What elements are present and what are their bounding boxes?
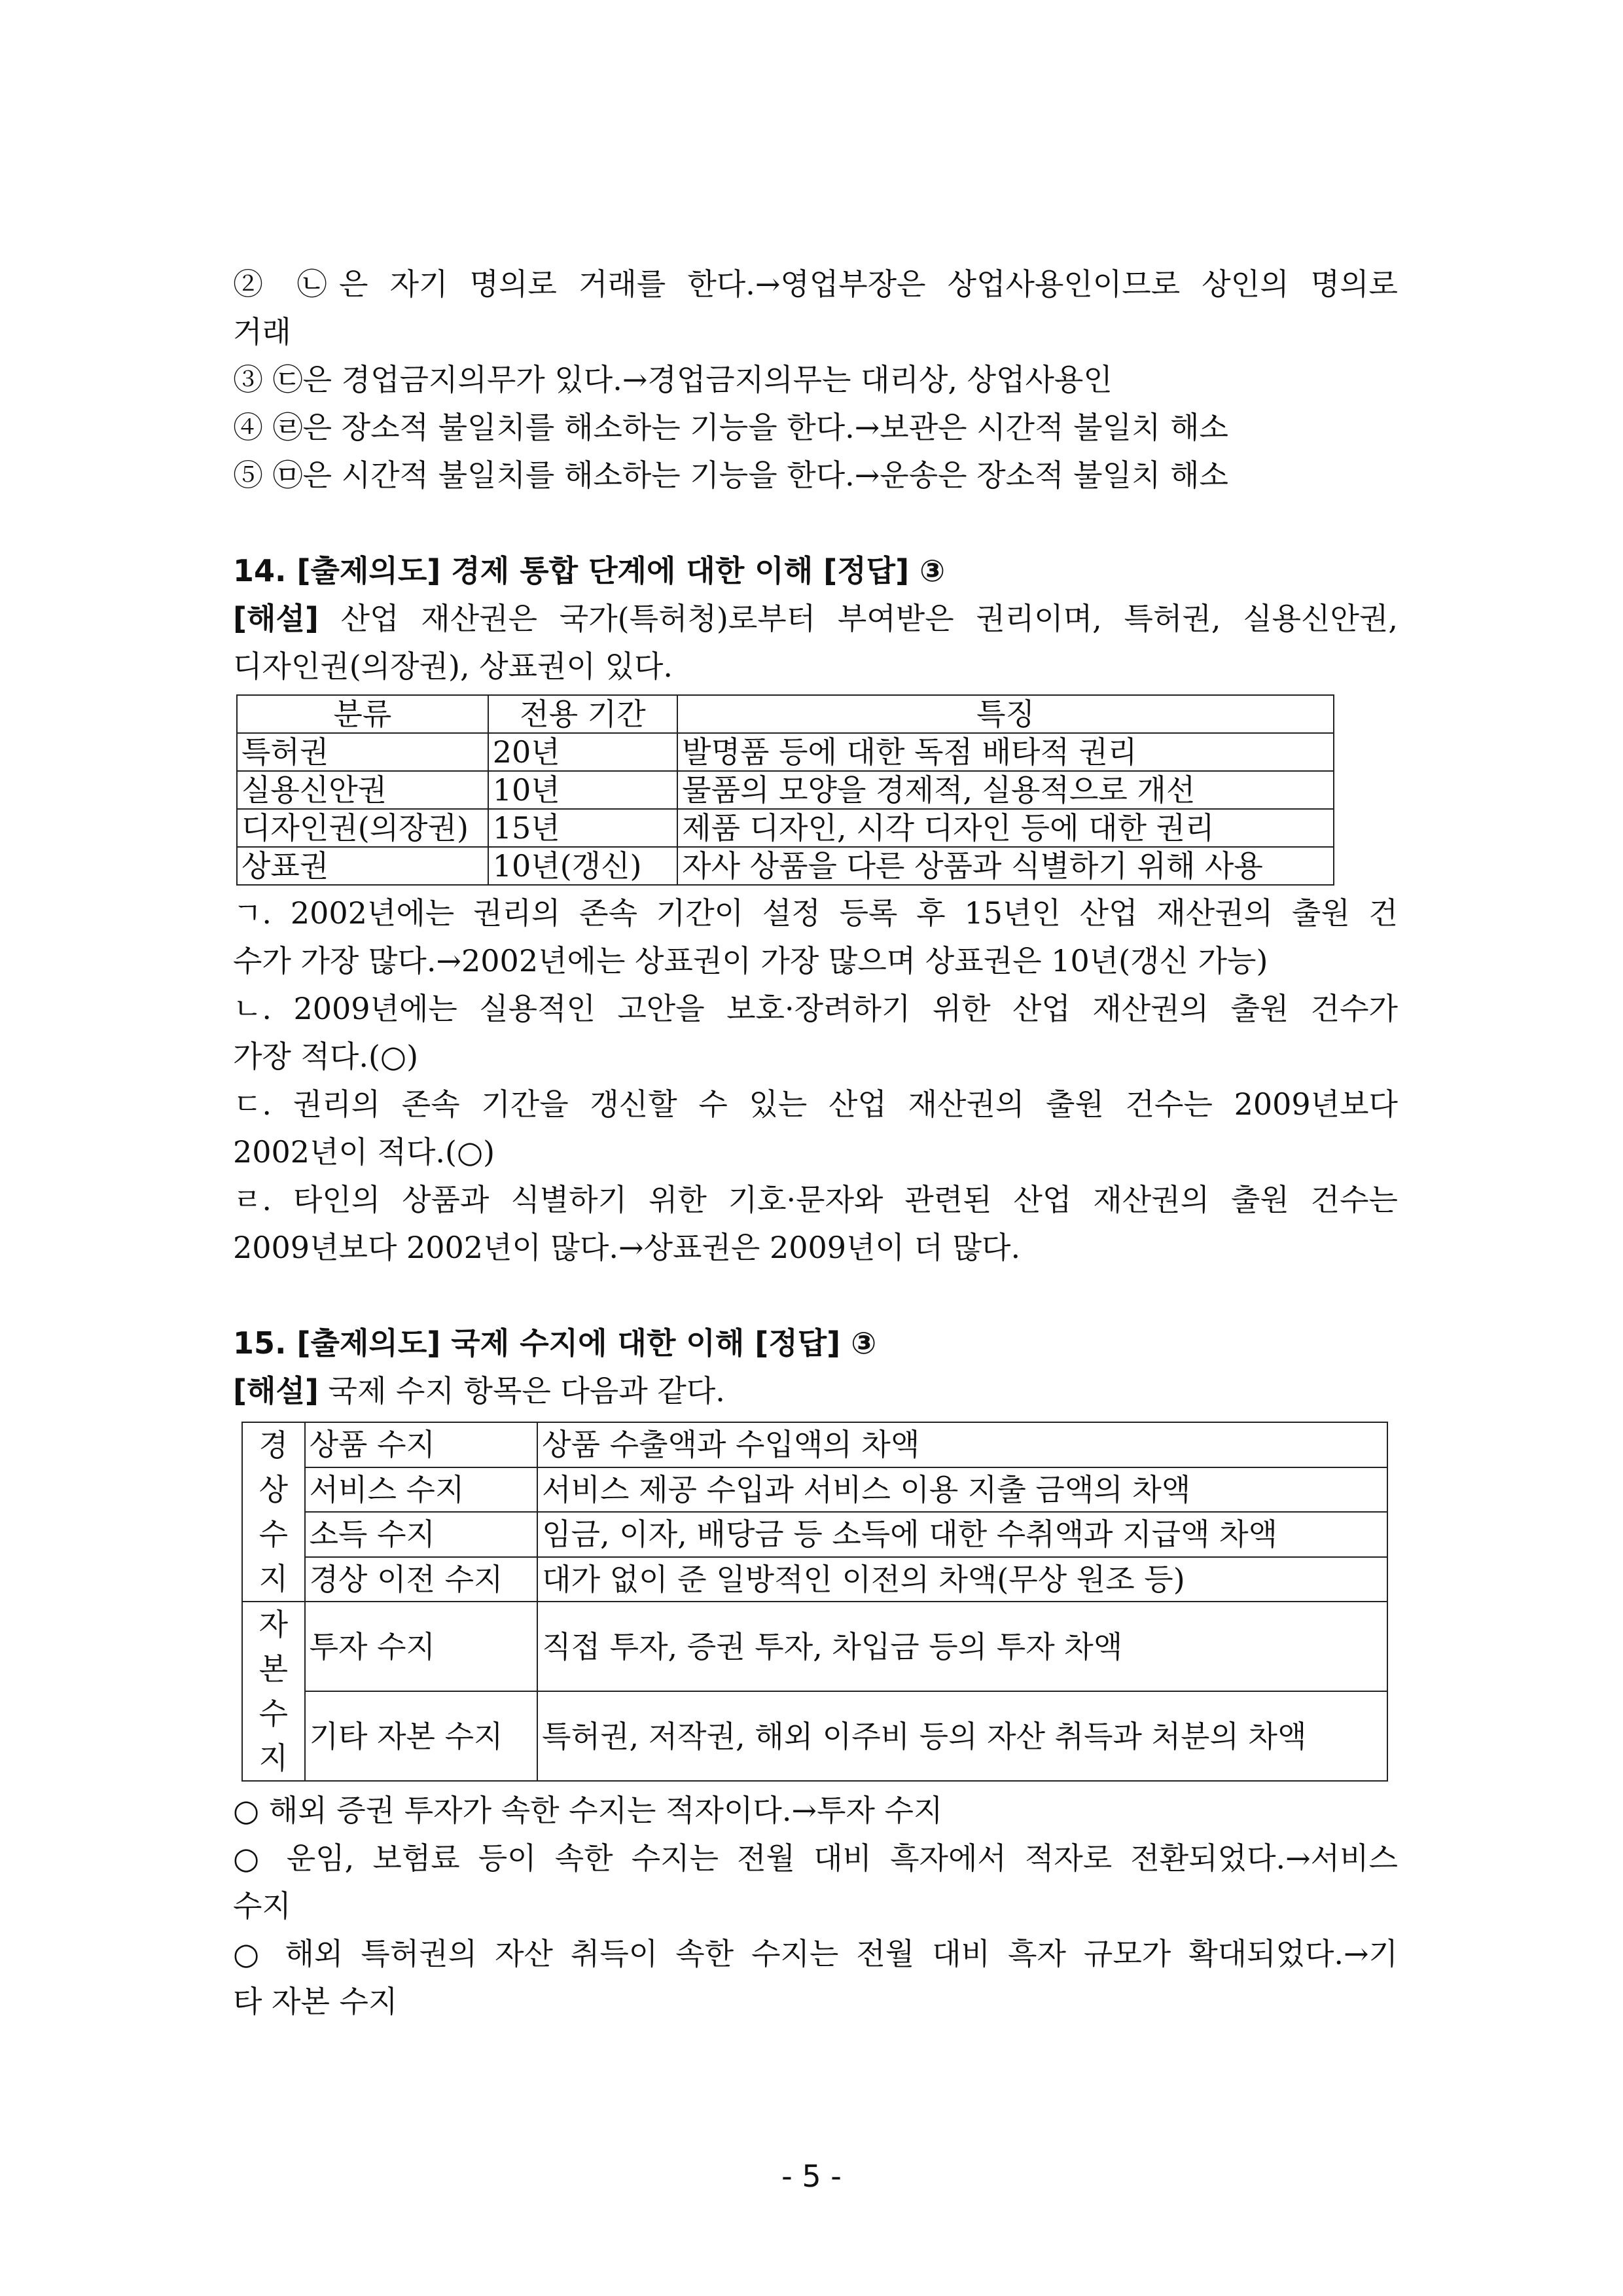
table-cell: 임금, 이자, 배당금 등 소득에 대한 수취액과 지급액 차액 bbox=[537, 1512, 1387, 1557]
explanation-text: 국제 수지 항목은 다음과 같다. bbox=[318, 1373, 725, 1408]
table-row bbox=[242, 1691, 1387, 1781]
table-cell: 디자인권(의장권) bbox=[237, 809, 488, 847]
question-14-line: ㄴ. 2009년에는 실용적인 고안을 보호·장려하기 위한 산업 재산권의 출원 건수가 bbox=[233, 991, 1398, 1026]
table-cell: 기타 자본 수지 bbox=[305, 1691, 538, 1781]
intro-line: ⑤ ㉤은 시간적 불일치를 해소하는 기능을 한다.→운송은 장소적 불일치 해소 bbox=[233, 457, 1228, 493]
table-row bbox=[237, 847, 1334, 885]
table-cell: 소득 수지 bbox=[305, 1512, 538, 1557]
table-cell: 물품의 모양을 경제적, 실용적으로 개선 bbox=[677, 771, 1334, 809]
question-14-line: 수가 가장 많다.→2002년에는 상표권이 가장 많으며 상표권은 10년(갱신 가능) bbox=[233, 943, 1268, 978]
table-cell: 경상 이전 수지 bbox=[305, 1557, 538, 1602]
balance-of-payments-table bbox=[241, 1422, 1388, 1782]
table-cell: 직접 투자, 증권 투자, 차입금 등의 투자 차액 bbox=[537, 1602, 1387, 1691]
table-row bbox=[242, 1467, 1387, 1513]
question-14-line: 가장 적다.(○) bbox=[233, 1039, 419, 1074]
explanation-label: [해설] bbox=[233, 1373, 319, 1408]
question-15-line: ○ 운임, 보험료 등이 속한 수지는 전월 대비 흑자에서 적자로 전환되었다.→서비스 bbox=[233, 1840, 1398, 1876]
table-row bbox=[237, 809, 1334, 847]
table-header-row bbox=[237, 695, 1334, 733]
question-14-line: 2002년이 적다.(○) bbox=[233, 1134, 495, 1170]
question-15-section bbox=[233, 1319, 1398, 2026]
table-cell: 서비스 수지 bbox=[305, 1467, 538, 1513]
question-15-line: 타 자본 수지 bbox=[233, 1984, 398, 2019]
question-14-line: 2009년보다 2002년이 많다.→상표권은 2009년이 더 많다. bbox=[233, 1230, 1021, 1265]
question-14-line: ㄷ. 권리의 존속 기간을 갱신할 수 있는 산업 재산권의 출원 건수는 2009년보다 bbox=[233, 1086, 1398, 1122]
table-cell: 자사 상품을 다른 상품과 식별하기 위해 사용 bbox=[677, 847, 1334, 885]
table-cell: 투자 수지 bbox=[305, 1602, 538, 1691]
intro-section bbox=[233, 260, 1398, 499]
table-cell: 실용신안권 bbox=[237, 771, 488, 809]
table-header-cell: 전용 기간 bbox=[488, 695, 677, 733]
question-14-explanation-cont: 디자인권(의장권), 상표권이 있다. bbox=[233, 649, 673, 684]
table-cell: 제품 디자인, 시각 디자인 등에 대한 권리 bbox=[677, 809, 1334, 847]
question-15-explanation bbox=[233, 1367, 1398, 1415]
table-cell: 대가 없이 준 일방적인 이전의 차액(무상 원조 등) bbox=[537, 1557, 1387, 1602]
question-15-heading: 15. [출제의도] 국제 수지에 대한 이해 [정답] ③ bbox=[233, 1325, 877, 1361]
question-15-line: 수지 bbox=[233, 1888, 291, 1924]
table-cell: 15년 bbox=[488, 809, 677, 847]
table-cell: 10년(갱신) bbox=[488, 847, 677, 885]
question-14-line: ㄹ. 타인의 상품과 식별하기 위한 기호·문자와 관련된 산업 재산권의 출원 건수는 bbox=[233, 1182, 1398, 1217]
question-14-section bbox=[233, 547, 1398, 1272]
document-page bbox=[233, 260, 1398, 2026]
table-row bbox=[242, 1422, 1387, 1467]
question-14-explanation bbox=[233, 595, 1398, 643]
page-number: - 5 - bbox=[781, 2159, 842, 2194]
intro-line: ② ㉡은 자기 명의로 거래를 한다.→영업부장은 상업사용인이므로 상인의 명의로 bbox=[233, 266, 1398, 302]
ip-rights-table bbox=[236, 694, 1334, 886]
question-15-line: ○ 해외 특허권의 자산 취득이 속한 수지는 전월 대비 흑자 규모가 확대되었다.→기 bbox=[233, 1936, 1398, 1971]
question-15-line: ○ 해외 증권 투자가 속한 수지는 적자이다.→투자 수지 bbox=[233, 1793, 943, 1828]
section-spacer bbox=[233, 499, 1398, 547]
table-header-cell: 특징 bbox=[677, 695, 1334, 733]
table-row bbox=[237, 771, 1334, 809]
question-14-line: ㄱ. 2002년에는 권리의 존속 기간이 설정 등록 후 15년인 산업 재산권의 출원 건 bbox=[233, 895, 1398, 931]
table-row bbox=[237, 733, 1334, 771]
table-cell: 상품 수지 bbox=[305, 1422, 538, 1467]
table-cell: 상품 수출액과 수입액의 차액 bbox=[537, 1422, 1387, 1467]
table-row bbox=[242, 1557, 1387, 1602]
table-row bbox=[242, 1512, 1387, 1557]
table-cell: 20년 bbox=[488, 733, 677, 771]
explanation-text: 산업 재산권은 국가(특허청)로부터 부여받은 권리이며, 특허권, 실용신안권, bbox=[318, 601, 1398, 636]
question-14-heading: 14. [출제의도] 경제 통합 단계에 대한 이해 [정답] ③ bbox=[233, 553, 946, 588]
intro-line: ③ ㉢은 경업금지의무가 있다.→경업금지의무는 대리상, 상업사용인 bbox=[233, 362, 1113, 397]
table-header-cell: 분류 bbox=[237, 695, 488, 733]
table-cell: 특허권 bbox=[237, 733, 488, 771]
table-row bbox=[242, 1602, 1387, 1691]
table-cell: 10년 bbox=[488, 771, 677, 809]
current-account-group-label: 경상 수지 bbox=[242, 1422, 305, 1602]
section-spacer bbox=[233, 1272, 1398, 1319]
intro-line: ④ ㉣은 장소적 불일치를 해소하는 기능을 한다.→보관은 시간적 불일치 해소 bbox=[233, 410, 1228, 445]
table-cell: 특허권, 저작권, 해외 이주비 등의 자산 취득과 처분의 차액 bbox=[537, 1691, 1387, 1781]
intro-line: 거래 bbox=[233, 314, 291, 350]
capital-account-group-label: 자본 수지 bbox=[242, 1602, 305, 1781]
explanation-label: [해설] bbox=[233, 601, 319, 636]
table-cell: 상표권 bbox=[237, 847, 488, 885]
table-cell: 발명품 등에 대한 독점 배타적 권리 bbox=[677, 733, 1334, 771]
table-cell: 서비스 제공 수입과 서비스 이용 지출 금액의 차액 bbox=[537, 1467, 1387, 1513]
